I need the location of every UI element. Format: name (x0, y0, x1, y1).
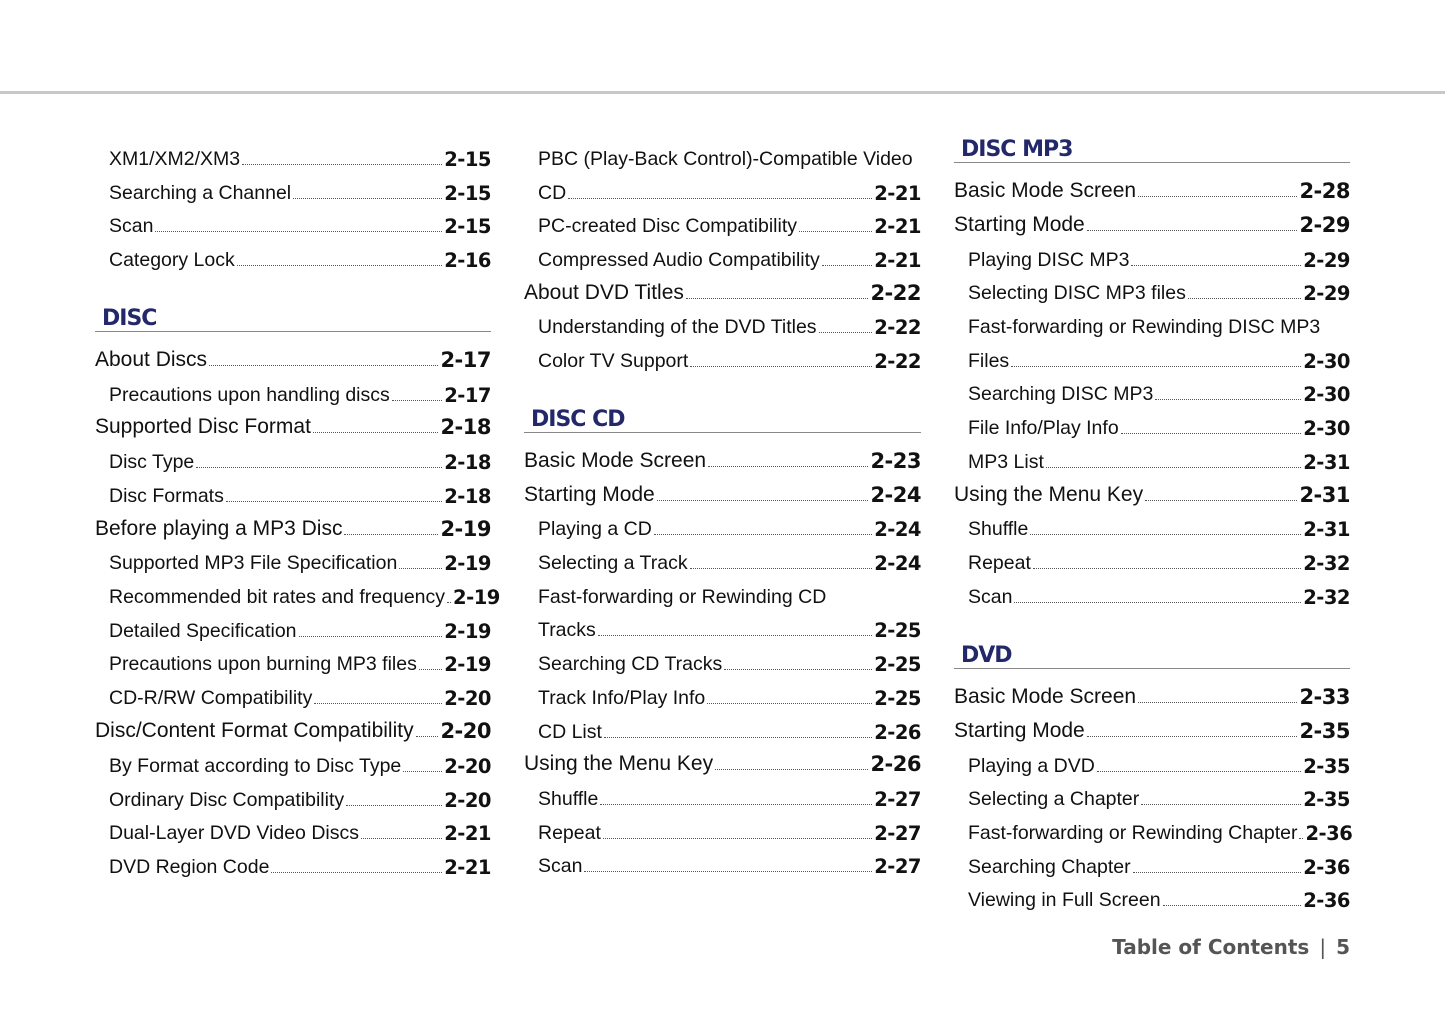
toc-entry[interactable] (524, 208, 921, 238)
dot-leader (313, 432, 439, 433)
header-rule (0, 91, 1445, 94)
toc-entry-title: DVD Region Code (109, 856, 270, 878)
toc-entry[interactable] (524, 646, 921, 676)
toc-entry-title: Selecting a Chapter (968, 788, 1140, 810)
toc-entry-title: About DVD Titles (524, 281, 684, 304)
toc-entry[interactable] (524, 714, 921, 744)
toc-entry[interactable] (524, 781, 921, 811)
dot-leader (584, 871, 872, 872)
toc-entry-page: 2-19 (453, 586, 500, 609)
toc-entry-title: Category Lock (109, 249, 235, 271)
toc-entry-title: Detailed Specification (109, 620, 297, 642)
toc-entry-page: 2-20 (444, 789, 491, 812)
toc-entry[interactable] (524, 477, 921, 507)
toc-entry[interactable] (95, 208, 491, 238)
toc-entry-title: Fast-forwarding or Rewinding Chapter (968, 822, 1298, 844)
toc-entry-title: About Discs (95, 348, 208, 371)
toc-entry-page: 2-24 (874, 552, 921, 575)
toc-entry-title: Files (968, 350, 1010, 372)
toc-entry[interactable] (524, 848, 921, 878)
toc-entry[interactable] (954, 275, 1350, 305)
toc-entry-title: Track Info/Play Info (538, 687, 706, 709)
toc-entry-title: Shuffle (968, 518, 1029, 540)
toc-entry-title: Basic Mode Screen (954, 179, 1137, 202)
toc-entry-page: 2-32 (1303, 586, 1350, 609)
toc-entry-title: CD-R/RW Compatibility (109, 687, 313, 709)
toc-entry-page: 2-29 (1303, 282, 1350, 305)
dot-leader (226, 501, 442, 502)
dot-leader (1131, 265, 1301, 266)
toc-entry[interactable] (95, 478, 491, 508)
toc-entry-page: 2-33 (1299, 685, 1350, 709)
toc-entry-page: 2-19 (440, 517, 491, 541)
toc-entry-title: Selecting a Track (538, 552, 688, 574)
dot-leader (1087, 230, 1298, 231)
toc-entry-title: Repeat (968, 552, 1031, 574)
toc-entry-page: 2-15 (444, 215, 491, 238)
toc-entry-page: 2-18 (444, 485, 491, 508)
toc-entry-page: 2-22 (870, 281, 921, 305)
toc-entry[interactable] (954, 410, 1350, 440)
toc-entry[interactable] (95, 342, 491, 372)
toc-entry[interactable] (954, 477, 1350, 507)
toc-entry-title: CD List (538, 721, 602, 743)
toc-entry[interactable] (954, 849, 1350, 879)
dot-leader (399, 568, 442, 569)
toc-entry-title: MP3 List (968, 451, 1044, 473)
section-heading-text: DISC (102, 306, 157, 331)
toc-entry-page: 2-23 (870, 449, 921, 473)
dot-leader (1163, 905, 1302, 906)
toc-entry-page: 2-36 (1305, 822, 1353, 845)
toc-entry-title: PBC (Play-Back Control)-Compatible Video (538, 148, 913, 170)
dot-leader (416, 736, 439, 737)
section-heading-disc-cd (524, 398, 921, 433)
dot-leader (392, 400, 442, 401)
toc-entry-title: Viewing in Full Screen (968, 889, 1161, 911)
dot-leader (293, 198, 442, 199)
toc-entry-page: 2-18 (444, 451, 491, 474)
toc-entry-page: 2-20 (444, 755, 491, 778)
toc-entry-title: Compressed Audio Compatibility (538, 249, 820, 271)
toc-entry[interactable] (95, 444, 491, 474)
toc-entry-page: 2-16 (444, 249, 491, 272)
toc-entry-page: 2-21 (874, 215, 921, 238)
dot-leader (654, 534, 872, 535)
toc-entry-page: 2-15 (444, 182, 491, 205)
toc-entry-page: 2-21 (444, 856, 491, 879)
toc-entry-title: Scan (109, 215, 154, 237)
section-heading-text: DISC CD (531, 407, 625, 432)
dot-leader (707, 703, 872, 704)
toc-entry-page: 2-26 (870, 752, 921, 776)
dot-leader (403, 771, 442, 772)
toc-entry-page: 2-19 (444, 620, 491, 643)
page-footer (1112, 935, 1350, 959)
toc-entry-title: Searching DISC MP3 (968, 383, 1154, 405)
toc-entry-page: 2-17 (444, 384, 491, 407)
toc-entry-title: Tracks (538, 619, 596, 641)
toc-entry-title: Playing a CD (538, 518, 652, 540)
toc-entry-title: Scan (538, 855, 583, 877)
toc-entry-title: Searching Chapter (968, 856, 1131, 878)
toc-entry[interactable] (95, 748, 491, 778)
toc-entry[interactable] (954, 242, 1350, 272)
toc-entry-page: 2-35 (1303, 755, 1350, 778)
toc-entry-title: Starting Mode (954, 719, 1085, 742)
toc-entry-title: Repeat (538, 822, 601, 844)
dot-leader (299, 636, 443, 637)
dot-leader (715, 769, 868, 770)
dot-leader (1138, 702, 1297, 703)
toc-entry-title: Precautions upon handling discs (109, 384, 390, 406)
toc-entry-page: 2-31 (1299, 483, 1350, 507)
toc-entry-title: Disc Formats (109, 485, 224, 507)
dot-leader (799, 231, 872, 232)
toc-entry[interactable] (954, 882, 1350, 912)
toc-entry-page: 2-27 (874, 822, 921, 845)
toc-entry-page: 2-31 (1303, 518, 1350, 541)
dot-leader (155, 231, 442, 232)
toc-entry[interactable] (95, 646, 491, 676)
toc-entry[interactable] (954, 444, 1350, 474)
toc-entry[interactable] (95, 377, 491, 407)
section-heading-disc-mp3 (954, 128, 1350, 163)
toc-entry-page: 2-21 (874, 182, 921, 205)
toc-entry-title: By Format according to Disc Type (109, 755, 402, 777)
dot-leader (1133, 872, 1302, 873)
dot-leader (1138, 196, 1297, 197)
dot-leader (657, 500, 869, 501)
toc-entry-title: Before playing a MP3 Disc (95, 517, 343, 540)
toc-entry-page: 2-36 (1303, 889, 1350, 912)
toc-entry[interactable] (954, 815, 1353, 845)
dot-leader (1155, 399, 1301, 400)
dot-leader (724, 669, 872, 670)
dot-leader (237, 265, 442, 266)
toc-entry-page: 2-30 (1303, 383, 1350, 406)
toc-entry-title: Playing DISC MP3 (968, 249, 1130, 271)
toc-entry-title: Fast-forwarding or Rewinding CD (538, 586, 827, 608)
toc-entry-page: 2-27 (874, 788, 921, 811)
dot-leader (819, 332, 873, 333)
toc-entry-title: Basic Mode Screen (524, 449, 707, 472)
dot-leader (314, 703, 442, 704)
toc-entry[interactable] (95, 511, 491, 541)
toc-entry[interactable] (954, 207, 1350, 237)
footer-separator: | (1319, 935, 1327, 959)
dot-leader (361, 838, 442, 839)
toc-entry-title: CD (538, 182, 567, 204)
toc-entry-title: Scan (968, 586, 1013, 608)
toc-entry-page: 2-15 (444, 148, 491, 171)
toc-entry[interactable] (524, 511, 921, 541)
toc-entry[interactable] (954, 748, 1350, 778)
toc-entry-title: Starting Mode (524, 483, 655, 506)
toc-entry-title: Using the Menu Key (954, 483, 1144, 506)
toc-entry-page: 2-20 (440, 719, 491, 743)
toc-entry-page: 2-22 (874, 316, 921, 339)
toc-entry[interactable] (524, 815, 921, 845)
dot-leader (346, 805, 442, 806)
toc-entry[interactable] (954, 309, 1350, 339)
toc-entry-title: Selecting DISC MP3 files (968, 282, 1186, 304)
toc-entry-page: 2-30 (1303, 417, 1350, 440)
dot-leader (1188, 298, 1301, 299)
toc-entry[interactable] (954, 343, 1350, 373)
section-heading-disc (95, 297, 491, 332)
toc-entry[interactable] (954, 579, 1350, 609)
dot-leader (708, 466, 868, 467)
dot-leader (1145, 500, 1297, 501)
toc-entry[interactable] (95, 141, 491, 171)
dot-leader (1121, 433, 1302, 434)
toc-entry[interactable] (954, 545, 1350, 575)
toc-entry-page: 2-20 (444, 687, 491, 710)
dot-leader (1011, 366, 1301, 367)
toc-entry-title: Searching CD Tracks (538, 653, 723, 675)
dot-leader (603, 838, 872, 839)
toc-entry-title: Color TV Support (538, 350, 689, 372)
dot-leader (690, 568, 873, 569)
toc-entry-title: Playing a DVD (968, 755, 1095, 777)
toc-entry[interactable] (954, 713, 1350, 743)
toc-entry-page: 2-35 (1299, 719, 1350, 743)
toc-entry-page: 2-31 (1303, 451, 1350, 474)
toc-entry-title: Recommended bit rates and frequency (109, 586, 446, 608)
toc-entry-page: 2-24 (870, 483, 921, 507)
toc-entry-title: Supported MP3 File Specification (109, 552, 398, 574)
toc-entry[interactable] (95, 409, 491, 439)
toc-entry-title: Ordinary Disc Compatibility (109, 789, 345, 811)
toc-entry-page: 2-32 (1303, 552, 1350, 575)
dot-leader (1046, 467, 1301, 468)
toc-entry-title: Fast-forwarding or Rewinding DISC MP3 (968, 316, 1321, 338)
toc-entry[interactable] (95, 242, 491, 272)
dot-leader (690, 366, 872, 367)
dot-leader (1299, 838, 1303, 839)
dot-leader (1087, 736, 1298, 737)
toc-entry-page: 2-19 (444, 552, 491, 575)
dot-leader (209, 365, 438, 366)
dot-leader (568, 198, 872, 199)
dot-leader (196, 467, 442, 468)
dot-leader (271, 872, 442, 873)
toc-entry-page: 2-27 (874, 855, 921, 878)
toc-entry[interactable] (954, 376, 1350, 406)
toc-entry[interactable] (95, 613, 491, 643)
toc-entry[interactable] (524, 309, 921, 339)
toc-entry[interactable] (95, 782, 491, 812)
dot-leader (604, 737, 872, 738)
dot-leader (686, 298, 869, 299)
dot-leader (598, 635, 872, 636)
dot-leader (447, 602, 451, 603)
dot-leader (822, 265, 872, 266)
toc-entry[interactable] (954, 781, 1350, 811)
toc-entry-page: 2-29 (1303, 249, 1350, 272)
toc-entry[interactable] (524, 141, 921, 171)
toc-entry-page: 2-25 (874, 653, 921, 676)
dot-leader (1097, 771, 1301, 772)
toc-entry[interactable] (524, 175, 921, 205)
toc-entry-page: 2-35 (1303, 788, 1350, 811)
toc-entry-page: 2-21 (874, 249, 921, 272)
toc-entry-page: 2-24 (874, 518, 921, 541)
toc-entry[interactable] (95, 849, 491, 879)
toc-entry[interactable] (524, 443, 921, 473)
toc-entry-title: Disc/Content Format Compatibility (95, 719, 414, 742)
section-heading-text: DVD (961, 643, 1012, 668)
toc-entry-title: Searching a Channel (109, 182, 292, 204)
toc-entry-title: Supported Disc Format (95, 415, 311, 438)
toc-entry[interactable] (524, 680, 921, 710)
toc-entry[interactable] (954, 511, 1350, 541)
dot-leader (1014, 602, 1301, 603)
toc-entry[interactable] (524, 579, 921, 609)
toc-entry[interactable] (95, 579, 500, 609)
toc-entry-page: 2-21 (444, 822, 491, 845)
toc-entry-page: 2-26 (874, 721, 921, 744)
dot-leader (1030, 534, 1301, 535)
dot-leader (600, 804, 872, 805)
dot-leader (1141, 804, 1301, 805)
toc-entry[interactable] (95, 815, 491, 845)
toc-entry-title: Precautions upon burning MP3 files (109, 653, 417, 675)
toc-entry-page: 2-25 (874, 619, 921, 642)
section-heading-dvd (954, 634, 1350, 669)
toc-entry-title: Shuffle (538, 788, 599, 810)
dot-leader (1033, 568, 1301, 569)
toc-entry-title: XM1/XM2/XM3 (109, 148, 241, 170)
toc-entry[interactable] (95, 175, 491, 205)
dot-leader (242, 164, 442, 165)
footer-title: Table of Contents (1112, 935, 1310, 959)
toc-entry-title: Starting Mode (954, 213, 1085, 236)
toc-entry[interactable] (95, 545, 491, 575)
toc-entry-title: Basic Mode Screen (954, 685, 1137, 708)
dot-leader (419, 669, 442, 670)
toc-entry-page: 2-28 (1299, 179, 1350, 203)
toc-entry-page: 2-22 (874, 350, 921, 373)
section-heading-text: DISC MP3 (961, 137, 1073, 162)
toc-entry-title: Dual-Layer DVD Video Discs (109, 822, 359, 844)
toc-entry-page: 2-36 (1303, 856, 1350, 879)
toc-entry[interactable] (524, 746, 921, 776)
toc-entry-page: 2-29 (1299, 213, 1350, 237)
toc-entry[interactable] (95, 713, 491, 743)
toc-entry[interactable] (954, 173, 1350, 203)
toc-entry[interactable] (524, 275, 921, 305)
toc-entry-page: 2-25 (874, 687, 921, 710)
toc-entry-title: File Info/Play Info (968, 417, 1119, 439)
toc-entry-page: 2-18 (440, 415, 491, 439)
toc-entry-title: PC-created Disc Compatibility (538, 215, 797, 237)
toc-entry[interactable] (524, 242, 921, 272)
toc-entry[interactable] (954, 679, 1350, 709)
toc-entry-page: 2-17 (440, 348, 491, 372)
toc-entry[interactable] (524, 612, 921, 642)
toc-entry[interactable] (524, 545, 921, 575)
toc-entry-title: Using the Menu Key (524, 752, 714, 775)
toc-entry-title: Disc Type (109, 451, 195, 473)
toc-entry[interactable] (524, 343, 921, 373)
toc-entry-page: 2-19 (444, 653, 491, 676)
toc-entry-title: Understanding of the DVD Titles (538, 316, 817, 338)
page-number: 5 (1336, 935, 1350, 959)
dot-leader (344, 534, 438, 535)
toc-entry-page: 2-30 (1303, 350, 1350, 373)
toc-entry[interactable] (95, 680, 491, 710)
